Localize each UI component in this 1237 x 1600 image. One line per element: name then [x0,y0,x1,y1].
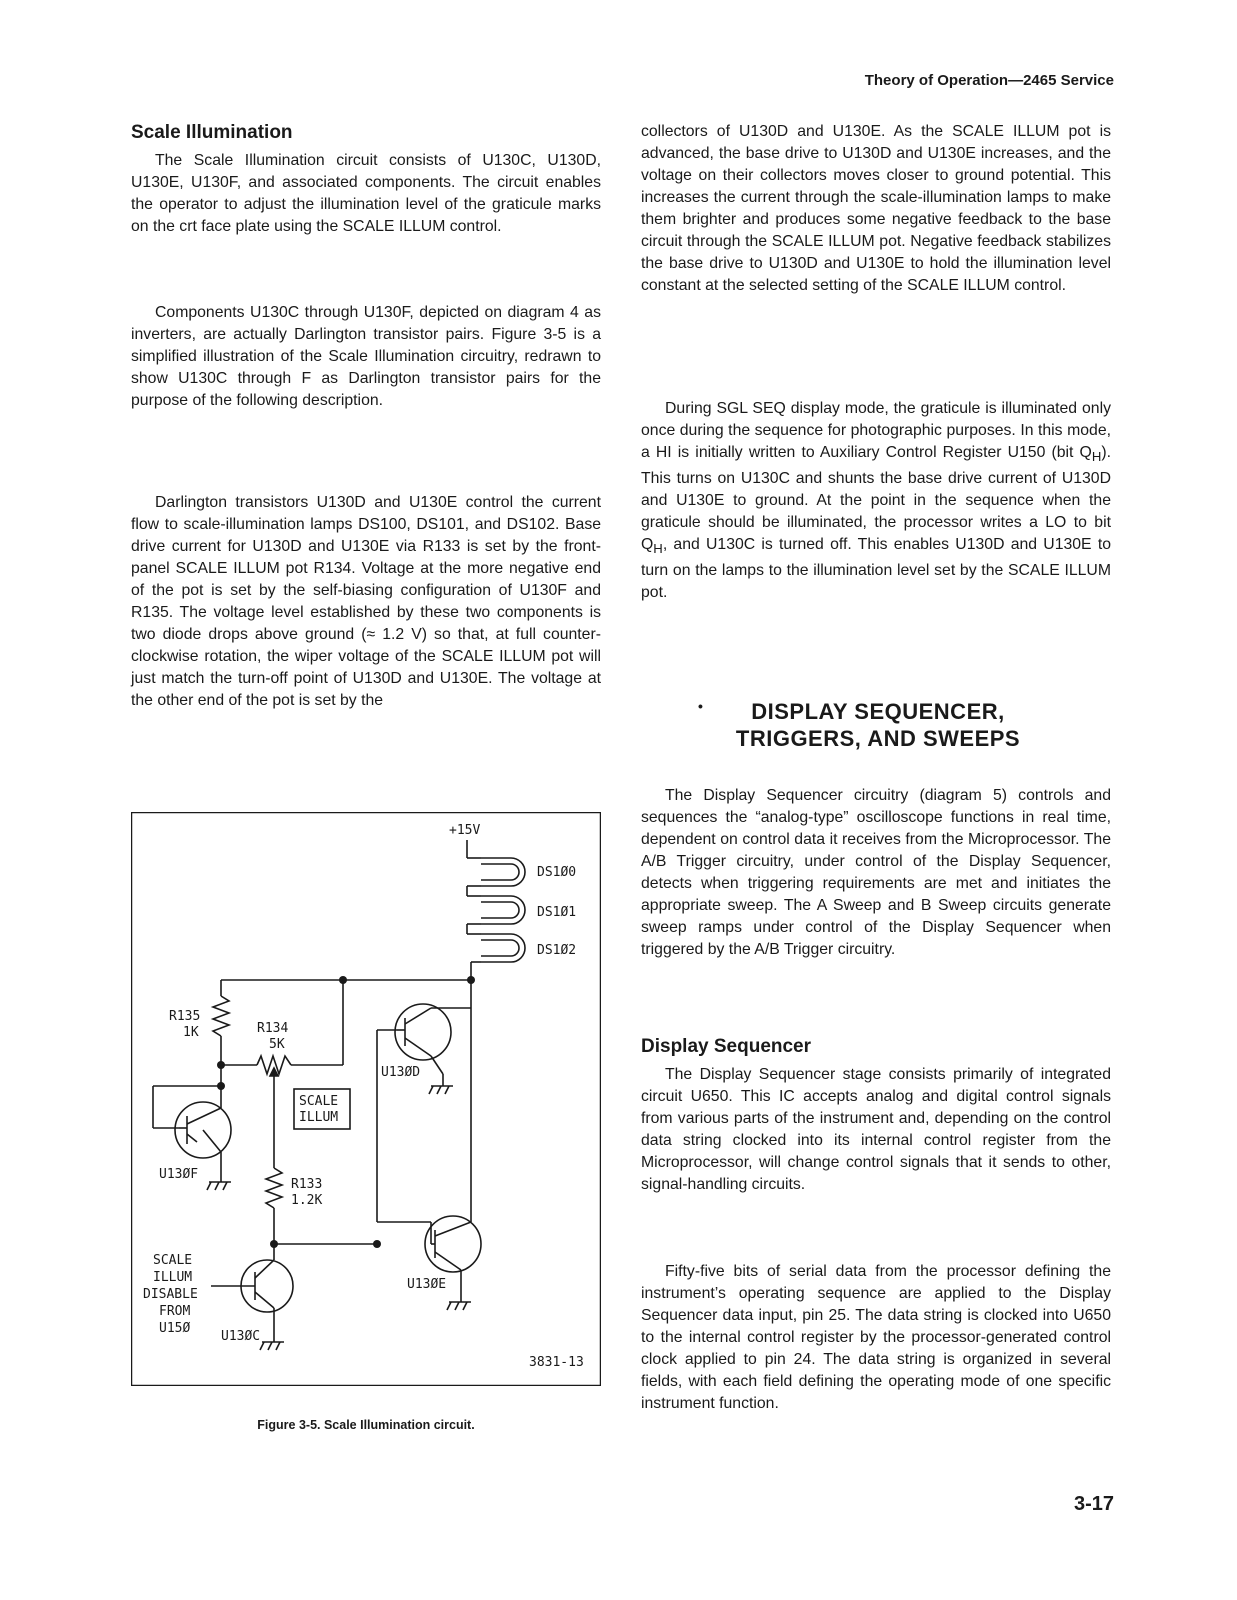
paragraph: The Scale Illumination circuit consists of U130C, U130D, U130E, U130F, and associated components. The circuit enables the operator to adjust the illumination level of the graticule marks on the crt face plate using the SCALE ILLUM control. [131,152,601,235]
section-heading-scale-illumination: Scale Illumination [131,122,293,143]
label-disable-5: U15Ø [159,1321,191,1336]
label-r135-value: 1K [183,1025,199,1040]
running-header: Theory of Operation—2465 Service [864,72,1114,89]
figure-caption: Figure 3-5. Scale Illumination circuit. [257,1418,475,1432]
paragraph: The Display Sequencer stage consists primarily of integrated circuit U650. This IC accepts analog and digital control signals from various parts of the instrument and, depending on the control data string clocked into its internal control register from the Microprocessor, will change control signals that it sends to other, signal-handling circuits. [641,1066,1111,1193]
paragraph-sgl-seq: During SGL SEQ display mode, the graticule is illuminated only once during the sequence for photographic purposes. In this mode, a HI is initially written to Auxiliary Control Register U150 (bit $Q_H$). This turns on U130C and shunts the base drive current of U130D and U130E to ground. At the point in the sequence when the graticule should be illuminated, the processor writes a LO to bit $Q_H$, and U130C is turned off. This enables U130D and U130E to turn on the lamps to the illumination level set by the SCALE ILLUM pot. [641,400,1111,602]
figure-number: 3831-13 [529,1355,584,1370]
label-15v: +15V [449,823,481,838]
left-column [131,122,601,238]
right-column-block [641,785,1111,961]
label-r133: R133 [291,1177,323,1192]
page-number: 3-17 [1073,1493,1114,1515]
label-illum: ILLUM [299,1110,339,1125]
paragraph: Fifty-five bits of serial data from the processor defining the instrument’s operating sequence are applied to the Display Sequencer data input, pin 25. The data string is clocked into U650 to the internal control register by the processor-generated control clock applied to pin 24. The data string is organized in several fields, with each field defining the operating mode of one specific instrument function. [641,1263,1111,1412]
right-column-block [641,398,1111,604]
paragraph: The Display Sequencer circuitry (diagram 5) controls and sequences the “analog-type” oscilloscope functions in real time, dependent on control data it receives from the Microprocessor. The A/B Trigger circuitry, under control of the Display Sequencer, detects when triggering requirements are met and initiates the appropriate sweep. The A Sweep and B Sweep circuits generate sweep ramps under control of the Display Sequencer when triggered by the A/B Trigger circuitry. [641,787,1111,958]
paragraph: Darlington transistors U130D and U130E control the current flow to scale-illumination lamps DS100, DS101, and DS102. Base drive current for U130D and U130E via R133 is set by the front-panel SCALE ILLUM pot R134. Voltage at the more negative end of the pot is set by the self-biasing configuration of U130F and R135. The voltage level established by these two components is two diode drops above ground (≈ 1.2 V) so that, at full counter-clockwise rotation, the wiper voltage of the SCALE ILLUM pot will just match the turn-off point of U130D and U130E. The voltage at the other end of the pot is set by the [131,494,601,709]
section-title: DISPLAY SEQUENCER, TRIGGERS, AND SWEEPS [735,699,1021,751]
schematic-figure [131,812,601,1386]
label-ds102: DS1Ø2 [537,943,577,958]
paragraph: collectors of U130D and U130E. As the SCALE ILLUM pot is advanced, the base drive to U130D and U130E increases, and the voltage on their collectors moves closer to ground potential. This increases the current through the scale-illumination lamps to make them brighter and produces some negative feedback to the base circuit through the SCALE ILLUM pot. Negative feedback stabilizes the base drive to U130D and U130E to hold the illumination level constant at the selected setting of the SCALE ILLUM control. [641,123,1111,294]
label-r134-value: 5K [269,1037,285,1052]
label-u130f: U13ØF [159,1167,199,1182]
left-column-block [131,302,601,412]
left-column-block [131,492,601,712]
label-disable-2: ILLUM [153,1270,193,1285]
bullet-mark: • [698,698,703,714]
label-r134: R134 [257,1021,289,1036]
label-scale: SCALE [299,1094,339,1109]
label-disable-3: DISABLE [143,1287,198,1302]
right-column-block [641,1036,1111,1196]
right-column-block [641,1261,1111,1415]
paragraph: Components U130C through U130F, depicted on diagram 4 as inverters, are actually Darlington transistor pairs. Figure 3-5 is a simplified illustration of the Scale Illumination circuitry, redrawn to show U130C through F as Darlington transistor pairs for the purpose of the following description. [131,304,601,409]
label-u130d: U13ØD [381,1065,421,1080]
label-u130c: U13ØC [221,1329,261,1344]
label-ds100: DS1Ø0 [537,865,577,880]
label-r135: R135 [169,1009,201,1024]
label-u130e: U13ØE [407,1277,447,1292]
label-disable-4: FROM [159,1304,191,1319]
right-column-block [641,121,1111,297]
subsection-heading-display-sequencer: Display Sequencer [641,1036,812,1057]
label-disable-1: SCALE [153,1253,193,1268]
label-r133-value: 1.2K [291,1193,323,1208]
label-ds101: DS1Ø1 [537,905,577,920]
